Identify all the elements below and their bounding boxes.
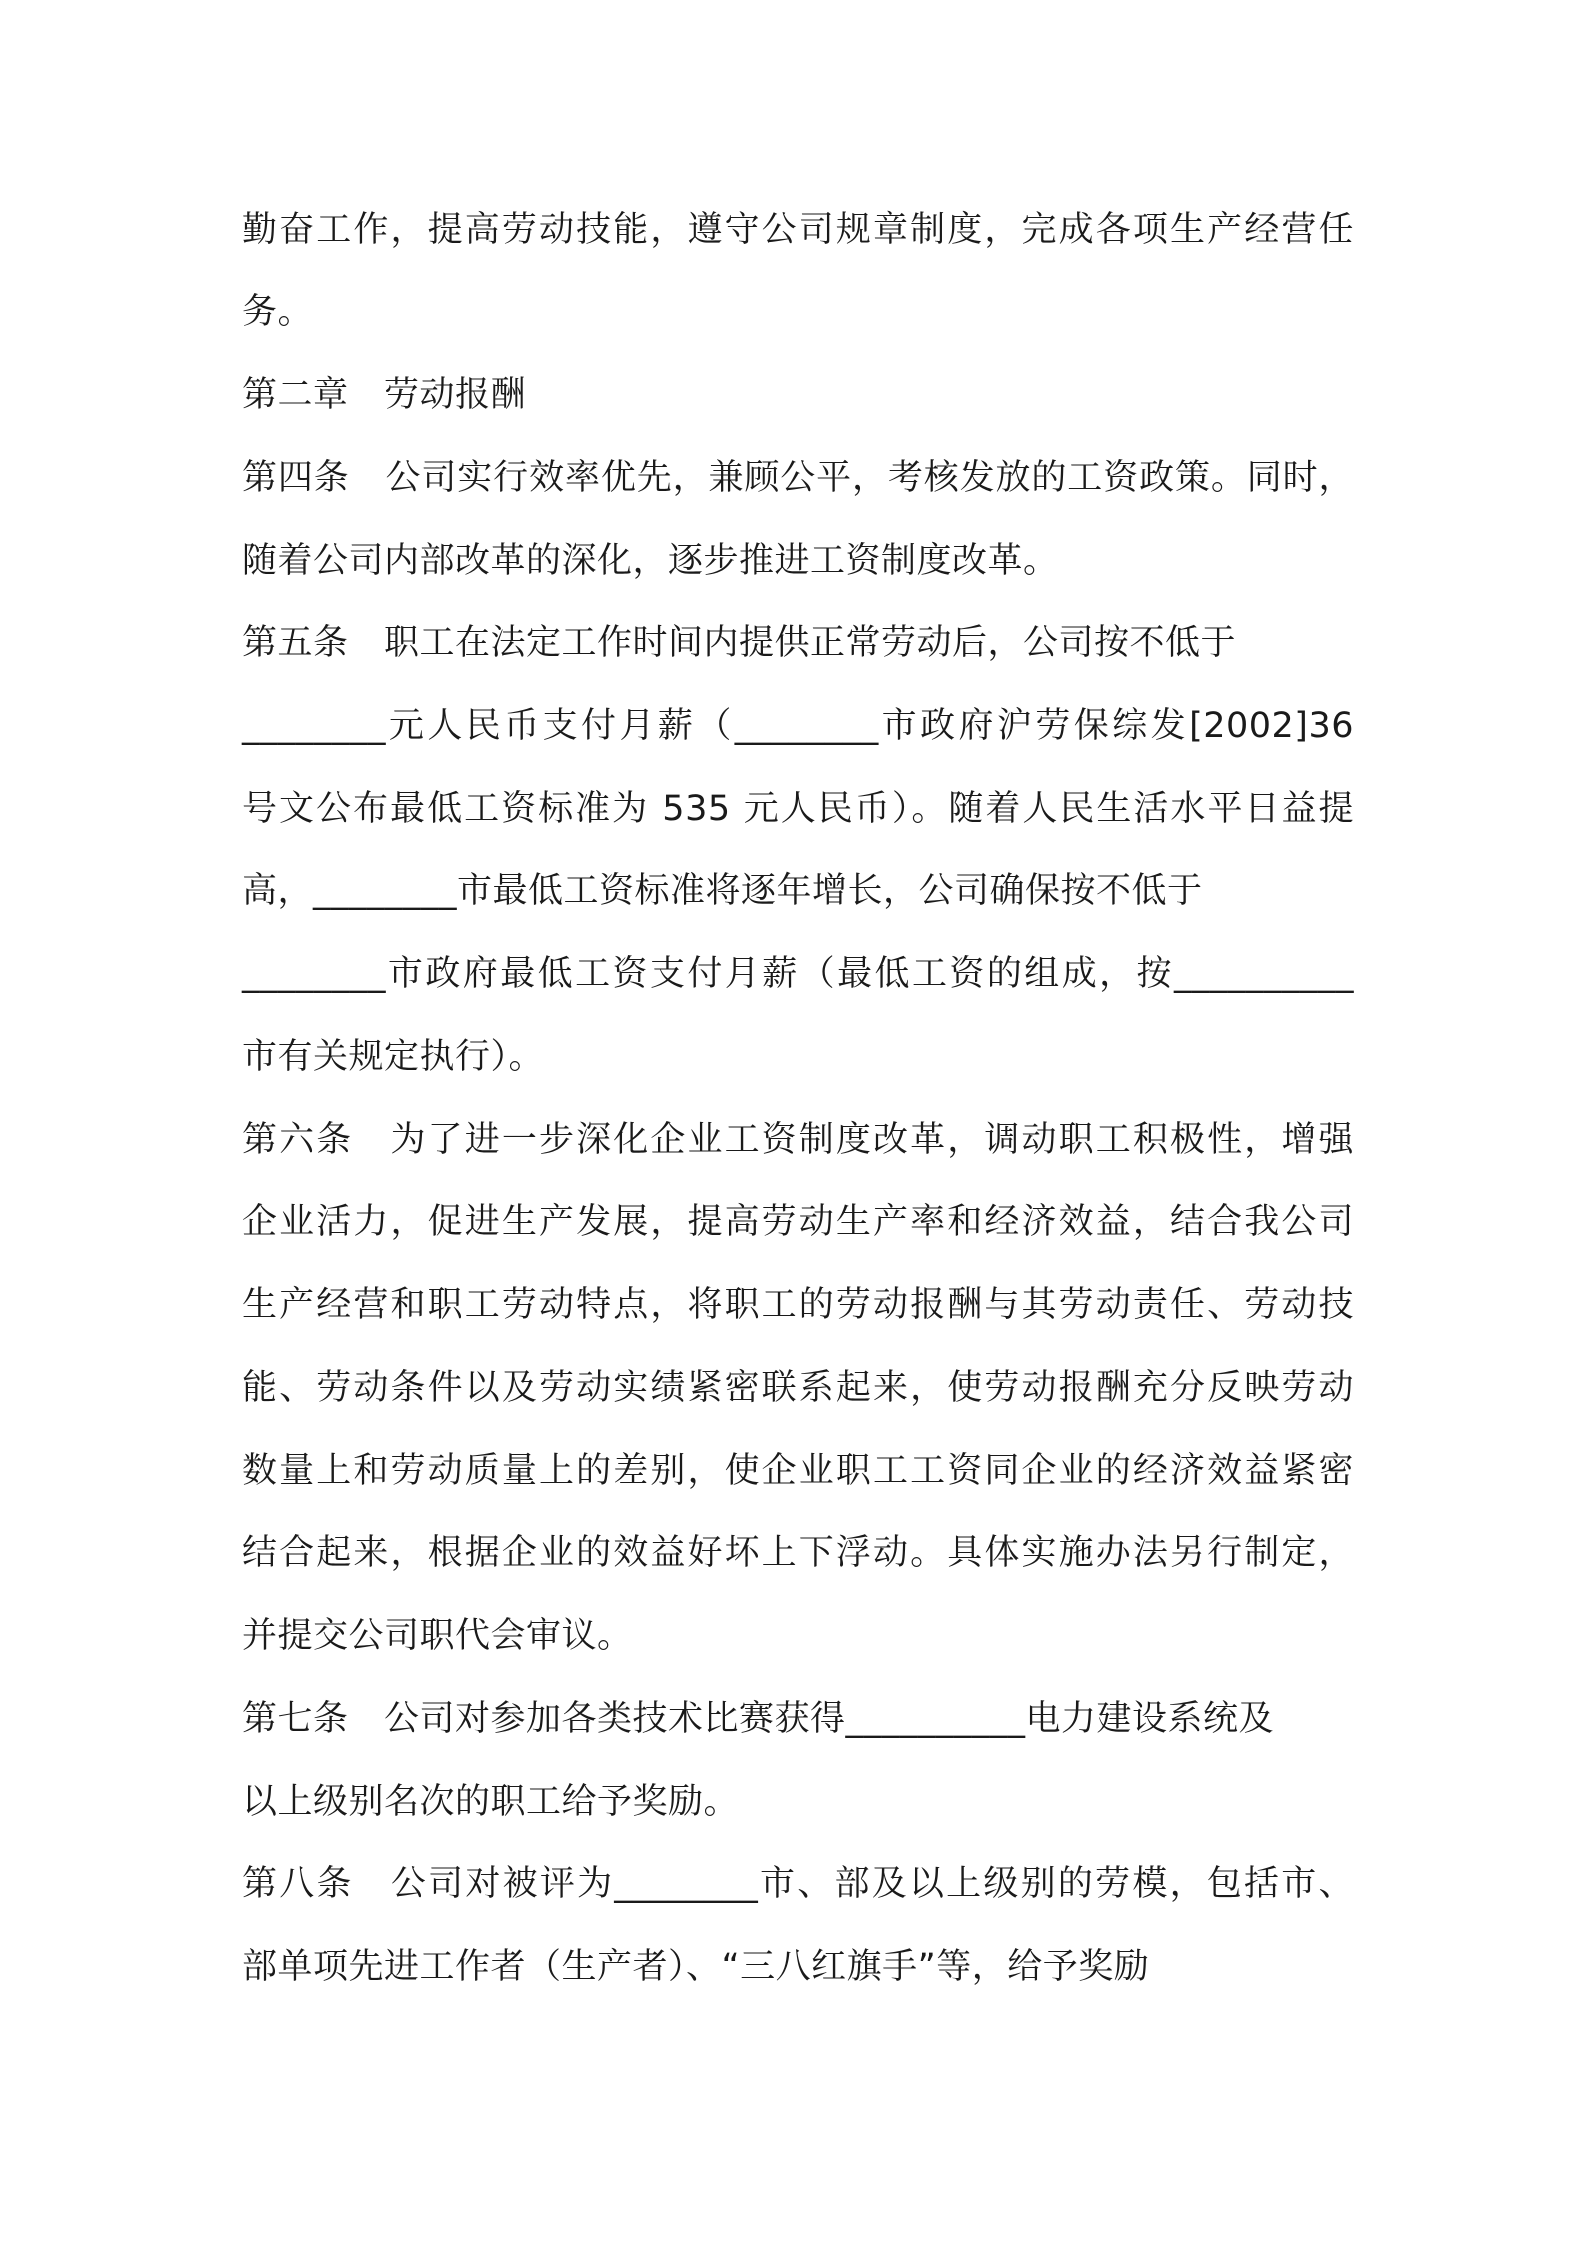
article-6-line-2: 企业活力，促进生产发展，提高劳动生产率和经济效益，结合我公司 [242, 1202, 1354, 1242]
article-5-line-1: 第五条 职工在法定工作时间内提供正常劳动后，公司按不低于 [242, 623, 1237, 663]
article-7-line-1: 第七条 公司对参加各类技术比赛获得__________电力建设系统及 [242, 1699, 1275, 1739]
text-line-2: 务。 [242, 292, 314, 332]
article-5-line-4: 高，________市最低工资标准将逐年增长，公司确保按不低于 [242, 871, 1203, 911]
chapter-heading: 第二章 劳动报酬 [242, 375, 527, 415]
article-5-line-6: 市有关规定执行）。 [242, 1037, 545, 1077]
article-5-line-5: ________市政府最低工资支付月薪（最低工资的组成，按__________ [242, 954, 1354, 994]
article-4-line-1: 第四条 公司实行效率优先，兼顾公平，考核发放的工资政策。同时， [242, 458, 1354, 498]
article-8-line-2: 部单项先进工作者（生产者）、“三八红旗手”等，给予奖励 [242, 1947, 1150, 1987]
article-6-line-4: 能、劳动条件以及劳动实绩紧密联系起来，使劳动报酬充分反映劳动 [242, 1368, 1354, 1408]
article-5-line-2: ________元人民币支付月薪（________市政府沪劳保综发[2002]36 [242, 706, 1354, 746]
article-7-line-2: 以上级别名次的职工给予奖励。 [242, 1782, 740, 1822]
article-6-line-5: 数量上和劳动质量上的差别，使企业职工工资同企业的经济效益紧密 [242, 1451, 1354, 1491]
article-6-line-3: 生产经营和职工劳动特点，将职工的劳动报酬与其劳动责任、劳动技 [242, 1285, 1354, 1325]
article-5-line-3: 号文公布最低工资标准为 535 元人民币）。随着人民生活水平日益提 [242, 789, 1354, 829]
article-6-line-1: 第六条 为了进一步深化企业工资制度改革，调动职工积极性，增强 [242, 1120, 1354, 1160]
text-line-1: 勤奋工作，提高劳动技能，遵守公司规章制度，完成各项生产经营任 [242, 210, 1354, 250]
article-4-line-2: 随着公司内部改革的深化，逐步推进工资制度改革。 [242, 541, 1059, 581]
article-6-line-6: 结合起来，根据企业的效益好坏上下浮动。具体实施办法另行制定， [242, 1533, 1354, 1573]
article-6-line-7: 并提交公司职代会审议。 [242, 1616, 633, 1656]
article-8-line-1: 第八条 公司对被评为________市、部及以上级别的劳模，包括市、 [242, 1864, 1354, 1904]
